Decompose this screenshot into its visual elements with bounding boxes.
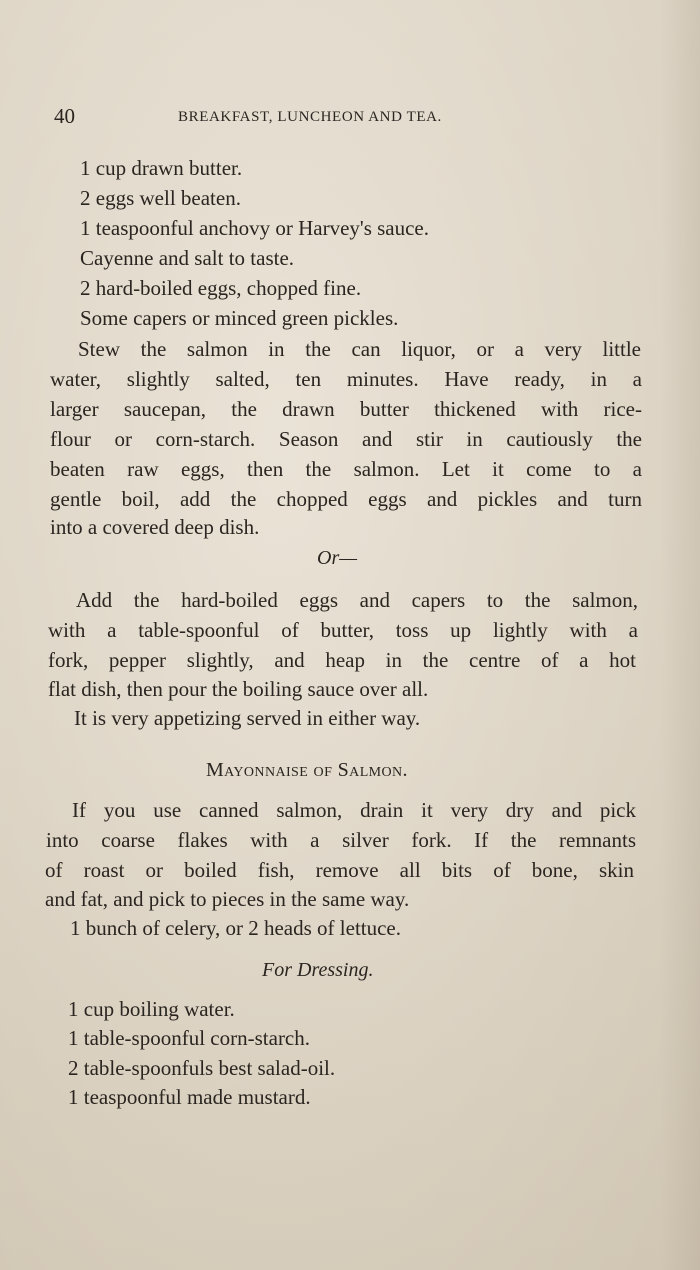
dressing-ingredient: 1 table-spoonful corn-starch. <box>68 1026 311 1050</box>
running-head <box>0 104 700 134</box>
method-line: gentle boil, add the chopped eggs and pickles and turn <box>50 487 642 511</box>
ingredient-line: 2 eggs well beaten. <box>80 186 241 210</box>
method-line: water, slightly salted, ten minutes. Have ready, in a <box>50 367 642 391</box>
intro-line: If you use canned salmon, drain it very dry and pick <box>72 798 636 822</box>
intro-line: of roast or boiled fish, remove all bits of bone, skin <box>45 858 634 882</box>
ingredient-line: 1 bunch of celery, or 2 heads of lettuce. <box>70 916 402 940</box>
closing-line: It is very appetizing served in either way. <box>74 706 421 730</box>
ingredient-line: 2 hard-boiled eggs, chopped fine. <box>80 276 362 300</box>
alternative-line: flat dish, then pour the boiling sauce over all. <box>48 677 429 701</box>
dressing-heading: For Dressing. <box>262 959 374 981</box>
ingredient-line: Some capers or minced green pickles. <box>80 306 399 330</box>
dressing-ingredient: 1 teaspoonful made mustard. <box>68 1085 311 1109</box>
intro-line: and fat, and pick to pieces in the same way. <box>45 887 410 911</box>
page-edge-shadow <box>660 0 700 1270</box>
dressing-ingredient: 1 cup boiling water. <box>68 997 235 1021</box>
page-number: 40 <box>54 104 75 128</box>
method-line: into a covered deep dish. <box>50 515 260 539</box>
method-line: larger saucepan, the drawn butter thickened with rice- <box>50 397 642 421</box>
ingredient-line: 1 cup drawn butter. <box>80 156 243 180</box>
or-label: Or— <box>317 547 358 569</box>
alternative-line: with a table-spoonful of butter, toss up lightly with a <box>48 618 638 642</box>
method-line: Stew the salmon in the can liquor, or a very little <box>78 337 641 361</box>
alternative-line: Add the hard-boiled eggs and capers to the salmon, <box>76 588 638 612</box>
dressing-ingredient: 2 table-spoonfuls best salad-oil. <box>68 1056 336 1080</box>
intro-line: into coarse flakes with a silver fork. If the remnants <box>46 828 636 852</box>
ingredient-line: Cayenne and salt to taste. <box>80 246 295 270</box>
method-line: beaten raw eggs, then the salmon. Let it come to a <box>50 457 642 481</box>
recipe-title: Mayonnaise of Salmon. <box>206 759 408 781</box>
alternative-line: fork, pepper slightly, and heap in the centre of a hot <box>48 648 636 672</box>
running-title: BREAKFAST, LUNCHEON AND TEA. <box>178 109 442 125</box>
ingredient-line: 1 teaspoonful anchovy or Harvey's sauce. <box>80 216 430 240</box>
method-line: flour or corn-starch. Season and stir in cautiously the <box>50 427 642 451</box>
